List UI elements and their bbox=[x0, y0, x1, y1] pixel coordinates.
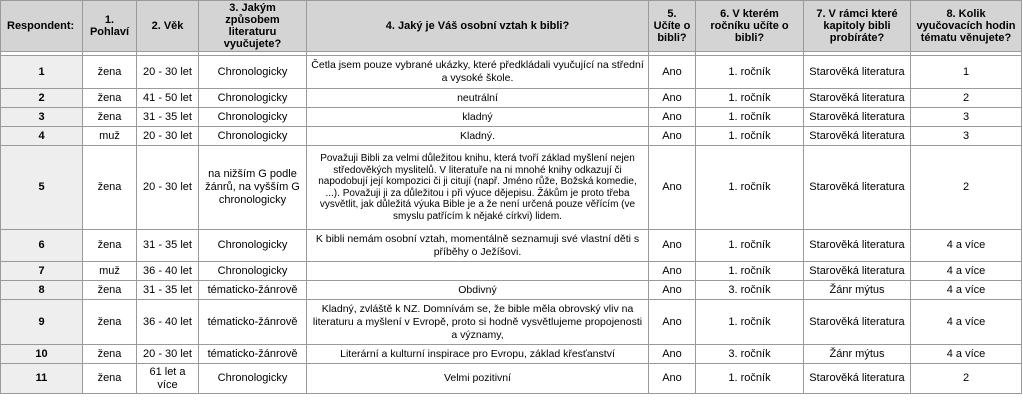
hours-cell: 2 bbox=[911, 146, 1022, 230]
teach-cell: Ano bbox=[649, 300, 696, 345]
table-row bbox=[1, 262, 1022, 281]
grade-cell: 1. ročník bbox=[696, 300, 804, 345]
gender-cell: žena bbox=[83, 345, 137, 364]
grade-cell: 3. ročník bbox=[696, 345, 804, 364]
chapter-cell: Starověká literatura bbox=[804, 89, 911, 108]
chapter-cell: Starověká literatura bbox=[804, 108, 911, 127]
age-cell: 41 - 50 let bbox=[137, 89, 199, 108]
chapter-cell: Starověká literatura bbox=[804, 56, 911, 89]
method-cell: tématicko-žánrově bbox=[199, 281, 307, 300]
hours-cell: 1 bbox=[911, 56, 1022, 89]
respondent-id: 7 bbox=[1, 262, 83, 281]
grade-cell: 1. ročník bbox=[696, 230, 804, 262]
respondent-id: 4 bbox=[1, 127, 83, 146]
method-cell: Chronologicky bbox=[199, 127, 307, 146]
method-cell: tématicko-žánrově bbox=[199, 300, 307, 345]
table-row bbox=[1, 300, 1022, 345]
gender-cell: muž bbox=[83, 262, 137, 281]
method-cell: Chronologicky bbox=[199, 262, 307, 281]
relation-cell: K bibli nemám osobní vztah, momentálně seznamuji své vlastní děti s příběhy o Ježíšovi. bbox=[307, 230, 649, 262]
method-cell: Chronologicky bbox=[199, 108, 307, 127]
header-age: 2. Věk bbox=[137, 1, 199, 52]
method-cell: Chronologicky bbox=[199, 364, 307, 394]
header-hours: 8. Kolik vyučovacích hodin tématu věnujete? bbox=[911, 1, 1022, 52]
relation-cell: Literární a kulturní inspirace pro Evropu, základ křesťanství bbox=[307, 345, 649, 364]
grade-cell: 3. ročník bbox=[696, 281, 804, 300]
chapter-cell: Žánr mýtus bbox=[804, 345, 911, 364]
gender-cell: žena bbox=[83, 56, 137, 89]
respondent-id: 3 bbox=[1, 108, 83, 127]
hours-cell: 2 bbox=[911, 89, 1022, 108]
chapter-cell: Starověká literatura bbox=[804, 300, 911, 345]
header-respondent: Respondent: bbox=[1, 1, 83, 52]
teach-cell: Ano bbox=[649, 230, 696, 262]
grade-cell: 1. ročník bbox=[696, 364, 804, 394]
hours-cell: 4 a více bbox=[911, 300, 1022, 345]
relation-cell: Kladný, zvláště k NZ. Domnívám se, že bible měla obrovský vliv na literaturu a myšlení v Evropě, proto si hodně vysvětlujeme propojenosti a významy, bbox=[307, 300, 649, 345]
gender-cell: žena bbox=[83, 146, 137, 230]
table-row bbox=[1, 89, 1022, 108]
age-cell: 20 - 30 let bbox=[137, 56, 199, 89]
header-row bbox=[1, 1, 1022, 52]
teach-cell: Ano bbox=[649, 89, 696, 108]
age-cell: 20 - 30 let bbox=[137, 345, 199, 364]
age-cell: 20 - 30 let bbox=[137, 146, 199, 230]
relation-cell: Obdivný bbox=[307, 281, 649, 300]
respondent-id: 11 bbox=[1, 364, 83, 394]
teach-cell: Ano bbox=[649, 108, 696, 127]
method-cell: na nižším G podle žánrů, na vyšším G chronologicky bbox=[199, 146, 307, 230]
table-row bbox=[1, 108, 1022, 127]
hours-cell: 3 bbox=[911, 127, 1022, 146]
age-cell: 31 - 35 let bbox=[137, 281, 199, 300]
relation-cell: kladný bbox=[307, 108, 649, 127]
header-gender: 1. Pohlaví bbox=[83, 1, 137, 52]
grade-cell: 1. ročník bbox=[696, 89, 804, 108]
gender-cell: žena bbox=[83, 230, 137, 262]
teach-cell: Ano bbox=[649, 56, 696, 89]
gender-cell: žena bbox=[83, 364, 137, 394]
relation-cell: Velmi pozitivní bbox=[307, 364, 649, 394]
header-grade: 6. V kterém ročníku učíte o bibli? bbox=[696, 1, 804, 52]
respondent-id: 6 bbox=[1, 230, 83, 262]
chapter-cell: Starověká literatura bbox=[804, 364, 911, 394]
respondent-id: 8 bbox=[1, 281, 83, 300]
table-row bbox=[1, 364, 1022, 394]
grade-cell: 1. ročník bbox=[696, 108, 804, 127]
gender-cell: žena bbox=[83, 89, 137, 108]
age-cell: 36 - 40 let bbox=[137, 262, 199, 281]
chapter-cell: Starověká literatura bbox=[804, 127, 911, 146]
hours-cell: 4 a více bbox=[911, 230, 1022, 262]
respondent-id: 5 bbox=[1, 146, 83, 230]
table-row bbox=[1, 127, 1022, 146]
grade-cell: 1. ročník bbox=[696, 56, 804, 89]
table-row bbox=[1, 230, 1022, 262]
age-cell: 31 - 35 let bbox=[137, 108, 199, 127]
header-teach: 5. Učíte o bibli? bbox=[649, 1, 696, 52]
teach-cell: Ano bbox=[649, 364, 696, 394]
table-row bbox=[1, 146, 1022, 230]
respondent-id: 2 bbox=[1, 89, 83, 108]
respondent-id: 1 bbox=[1, 56, 83, 89]
relation-cell: Četla jsem pouze vybrané ukázky, které předkládali vyučující na střední a vysoké škole. bbox=[307, 56, 649, 89]
grade-cell: 1. ročník bbox=[696, 127, 804, 146]
survey-body bbox=[1, 52, 1022, 394]
respondent-id: 9 bbox=[1, 300, 83, 345]
method-cell: Chronologicky bbox=[199, 230, 307, 262]
age-cell: 20 - 30 let bbox=[137, 127, 199, 146]
teach-cell: Ano bbox=[649, 281, 696, 300]
age-cell: 36 - 40 let bbox=[137, 300, 199, 345]
method-cell: tématicko-žánrově bbox=[199, 345, 307, 364]
gender-cell: žena bbox=[83, 281, 137, 300]
gender-cell: žena bbox=[83, 108, 137, 127]
header-method: 3. Jakým způsobem literaturu vyučujete? bbox=[199, 1, 307, 52]
teach-cell: Ano bbox=[649, 345, 696, 364]
method-cell: Chronologicky bbox=[199, 89, 307, 108]
grade-cell: 1. ročník bbox=[696, 262, 804, 281]
relation-cell: Kladný. bbox=[307, 127, 649, 146]
hours-cell: 3 bbox=[911, 108, 1022, 127]
hours-cell: 4 a více bbox=[911, 262, 1022, 281]
header-chapter: 7. V rámci které kapitoly bibli probíráte? bbox=[804, 1, 911, 52]
header-relation: 4. Jaký je Váš osobní vztah k bibli? bbox=[307, 1, 649, 52]
chapter-cell: Žánr mýtus bbox=[804, 281, 911, 300]
gender-cell: žena bbox=[83, 300, 137, 345]
age-cell: 31 - 35 let bbox=[137, 230, 199, 262]
chapter-cell: Starověká literatura bbox=[804, 146, 911, 230]
table-row bbox=[1, 56, 1022, 89]
teach-cell: Ano bbox=[649, 127, 696, 146]
hours-cell: 4 a více bbox=[911, 281, 1022, 300]
table-row bbox=[1, 281, 1022, 300]
respondent-id: 10 bbox=[1, 345, 83, 364]
chapter-cell: Starověká literatura bbox=[804, 230, 911, 262]
hours-cell: 4 a více bbox=[911, 345, 1022, 364]
method-cell: Chronologicky bbox=[199, 56, 307, 89]
relation-cell bbox=[307, 262, 649, 281]
gender-cell: muž bbox=[83, 127, 137, 146]
relation-cell: Považuji Bibli za velmi důležitou knihu, která tvoří základ myšlení nejen středověkých myslitelů. V literatuře na ni mnohé knihy odkazují či napodobují její kompozici či ji citují (např. Jméno růže, Božská komedie, ...). Považuji ji za důležitou i při výuce dějepisu. Žákům je proto třeba vysvětlit, jak důležitá výuka Bible je a že není určená pouze věřícím (ve smyslu patřícím k nějaké církvi) lidem. bbox=[307, 146, 649, 230]
age-cell: 61 let a více bbox=[137, 364, 199, 394]
table-row bbox=[1, 345, 1022, 364]
relation-cell: neutrální bbox=[307, 89, 649, 108]
hours-cell: 2 bbox=[911, 364, 1022, 394]
teach-cell: Ano bbox=[649, 262, 696, 281]
grade-cell: 1. ročník bbox=[696, 146, 804, 230]
teach-cell: Ano bbox=[649, 146, 696, 230]
chapter-cell: Starověká literatura bbox=[804, 262, 911, 281]
